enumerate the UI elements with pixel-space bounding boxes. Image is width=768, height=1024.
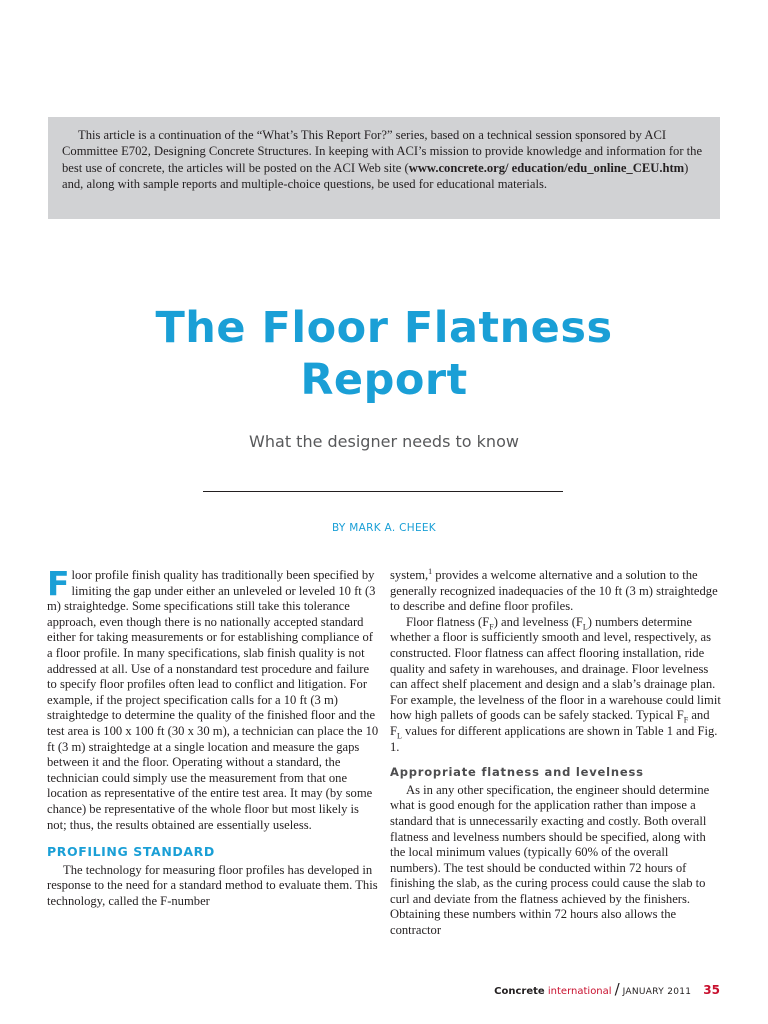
divider-rule	[203, 491, 563, 492]
author-byline: BY MARK A. CHEEK	[332, 522, 436, 534]
right-column	[390, 568, 722, 939]
intro-text-1: This article is a continuation of the “What’s This Report For?” series, based on a technical session sponsored by ACI Committee E702, Designing Concrete Structures. In keeping with ACI’s mission to provide knowledge and information for the best use of concrete, the articles will be posted on the ACI Web site (	[62, 128, 703, 175]
text-span: and F	[390, 708, 710, 738]
subscript-l: L	[582, 622, 588, 632]
magazine-logo-concrete: Concrete	[494, 986, 545, 997]
right-paragraph-1	[390, 568, 722, 615]
text-span: ) numbers determine whether a floor is sufficiently smooth and level, respectively, as constructed. Floor flatness can affect flooring installation, ride quality and safety in warehouses, and drainage. Floor levelness can affect shelf placement and design and a slab’s drainage plan. For example, the levelness of the floor in a warehouse could limit how high pallets of goods can be safely stacked. Typical F	[390, 614, 721, 723]
intro-text-2: ) and, along with sample reports and multiple-choice questions, be used for educational materials.	[62, 160, 689, 191]
title-line-1: The Floor Flatness	[155, 303, 613, 353]
series-intro-text	[62, 127, 706, 192]
subscript-f: F	[683, 715, 689, 725]
section-heading-flatness-levelness: Appropriate flatness and levelness	[390, 765, 644, 780]
series-intro-box	[48, 117, 720, 219]
page-footer	[494, 980, 720, 998]
text-span: system,	[390, 568, 429, 582]
drop-cap: F	[47, 564, 70, 603]
left-column	[47, 564, 379, 909]
aci-web-url[interactable]: www.concrete.org/ education/edu_online_CEU.htm	[408, 160, 685, 175]
page-number: 35	[703, 983, 720, 997]
left-paragraph-1	[47, 564, 379, 833]
subscript-l: L	[397, 731, 402, 741]
subscript-f: F	[489, 622, 494, 632]
footer-slash: /	[614, 980, 620, 998]
text-span: ) and levelness (F	[493, 614, 583, 629]
magazine-logo-international: international	[544, 986, 612, 997]
article-subtitle: What the designer needs to know	[249, 432, 519, 451]
left-paragraph-1-text: loor profile finish quality has traditionally been specified by limiting the gap under either an unleveled or leveled 10 ft (3 m) straightedge. Some specifications still take this tolerance approach, even though there is no nationally accepted standard either for taking measurements or for establishing compliance of a floor profile. In many specifications, slab finish quality is not addressed at all. Use of a nonstandard test procedure and failure to specify floor profiles often lead to conflict and litigation. For example, if the project specification calls for a 10 ft (3 m) straightedge to determine the quality of the finished floor and the test area is 100 x 100 ft (30 x 30 m), a technician can place the 10 ft (3 m) straightedge at a single location and measure the gaps between it and the floor. Operating without a standard, the technician could simply use the measurement from that one location as representative of the entire test area. It may (by some chance) be representative of the whole floor but most likely is not; thus, the results obtained are essentially useless.	[47, 568, 379, 832]
title-line-2: Report	[300, 355, 468, 405]
reference-superscript[interactable]: 1	[428, 566, 433, 576]
right-paragraph-2	[390, 615, 722, 755]
article-title	[0, 302, 768, 406]
text-span: Floor flatness (F	[406, 614, 490, 629]
text-span: provides a welcome alternative and a solution to the generally recognized inadequacies of the 10 ft (3 m) straightedge to describe and define floor profiles.	[390, 568, 718, 614]
issue-date: JANUARY 2011	[622, 987, 692, 997]
section-heading-profiling-standard: PROFILING STANDARD	[47, 844, 215, 860]
text-span: values for different applications are shown in Table 1 and Fig. 1.	[390, 723, 718, 754]
right-paragraph-3: As in any other specification, the engineer should determine what is good enough for the application rather than impose a standard that is unnecessarily exacting and costly. Both overall flatness and levelness numbers should be specified, along with the local minimum values (typically 60% of the overall numbers). The test should be conducted within 72 hours of finishing the slab, as the curing process could cause the slab to curl and deviate from the flatness achieved by the finishers. Obtaining these numbers within 72 hours also allows the contractor	[390, 782, 710, 938]
left-paragraph-2: The technology for measuring floor profiles has developed in response to the need for a standard method to evaluate them. This technology, called the F-number	[47, 862, 378, 908]
